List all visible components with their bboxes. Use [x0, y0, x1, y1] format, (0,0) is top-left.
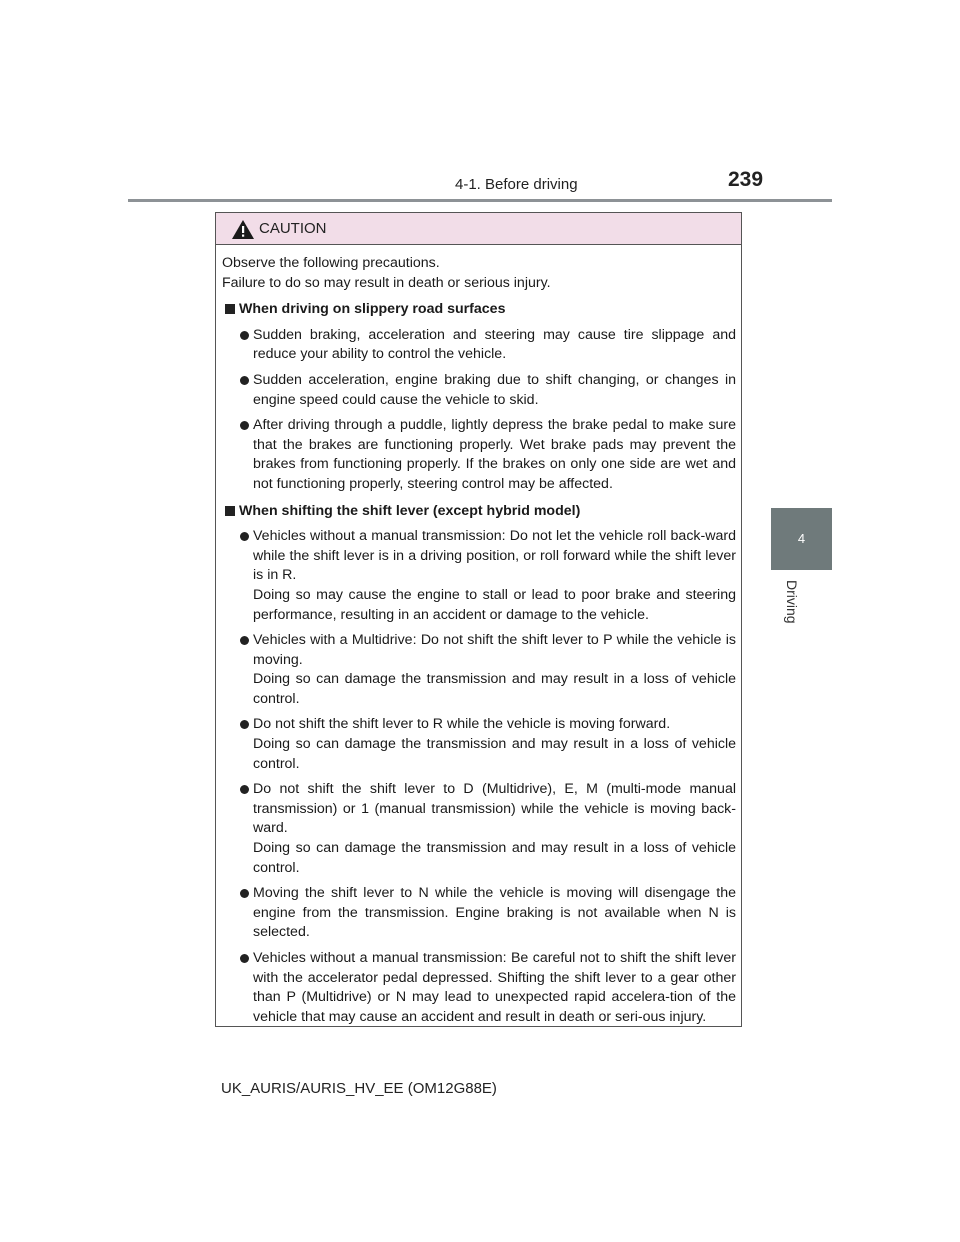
bullet-text: After driving through a puddle, lightly depress the brake pedal to make sure that the brakes are functioning properly. Wet brake pads may prevent the brakes from functioning properly. If the brakes on only one side are wet and not functioning properly, steering control may be affected. [253, 417, 736, 492]
intro-line: Failure to do so may result in death or serious injury. [222, 274, 551, 291]
bullet-item [222, 715, 736, 774]
bullet-text: Doing so can damage the transmission and may result in a loss of vehicle control. [253, 736, 736, 772]
model-code: UK_AURIS/AURIS_HV_EE (OM12G88E) [221, 1080, 497, 1097]
bullet-item [222, 326, 736, 365]
section-heading: When shifting the shift lever (except hybrid model) [222, 502, 736, 522]
chapter-label [770, 580, 830, 640]
caution-box [215, 212, 742, 1027]
warning-icon [232, 220, 254, 239]
bullet-item [222, 416, 736, 494]
chapter-tab: 4 [771, 508, 832, 570]
intro-line: Observe the following precautions. [222, 255, 440, 271]
page-number: 239 [728, 168, 764, 191]
bullet-text: Moving the shift lever to N while the vehicle is moving will disengage the engine from the transmission. Engine braking is not available when N is selected. [253, 885, 736, 941]
bullet-item [222, 884, 736, 943]
caution-intro [222, 254, 736, 293]
bullet-text: Do not shift the shift lever to D (Multidrive), E, M (multi-mode manual transmission) or 1 (manual transmission) while the vehicle is moving back-ward. [253, 781, 736, 837]
caution-header [216, 213, 741, 245]
section-heading: When driving on slippery road surfaces [222, 300, 736, 320]
bullet-text: Doing so can damage the transmission and may result in a loss of vehicle control. [253, 671, 736, 707]
caution-title: CAUTION [259, 220, 327, 237]
caution-body [216, 245, 741, 1027]
section-title: 4-1. Before driving [455, 176, 578, 193]
bullet-item [222, 780, 736, 878]
bullet-text: Vehicles without a manual transmission: Do not let the vehicle roll back-ward while the shift lever is in a driving position, or roll forward while the shift lever is in R. [253, 528, 736, 584]
bullet-text: Do not shift the shift lever to R while the vehicle is moving forward. [253, 716, 671, 733]
header-divider [128, 199, 832, 202]
bullet-text: Vehicles with a Multidrive: Do not shift the shift lever to P while the vehicle is moving. [253, 632, 736, 668]
bullet-item [222, 949, 736, 1027]
bullet-text: Doing so can damage the transmission and may result in a loss of vehicle control. [253, 840, 736, 876]
bullet-text: Doing so may cause the engine to stall or lead to poor brake and steering performance, resulting in an accident or damage to the vehicle. [253, 586, 736, 623]
bullet-text: Sudden braking, acceleration and steering may cause tire slippage and reduce your ability to control the vehicle. [253, 326, 736, 363]
bullet-item [222, 527, 736, 625]
bullet-text: Sudden acceleration, engine braking due to shift changing, or changes in engine speed could cause the vehicle to skid. [253, 371, 736, 408]
bullet-item [222, 631, 736, 709]
bullet-text: Vehicles without a manual transmission: Be careful not to shift the shift lever with the accelerator pedal depressed. Shifting the shift lever to a gear other than P (Multidrive) or N may lead to unexpected rapid accelera-tion of the vehicle that may cause an accident and result in death or seri-ous injury. [253, 950, 736, 1025]
bullet-item [222, 371, 736, 410]
chapter-label-text: Driving [784, 580, 800, 624]
